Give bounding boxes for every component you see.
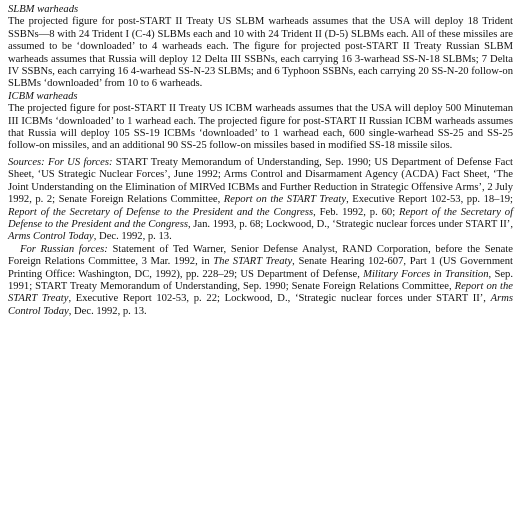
sources-us-text-1: START Treaty Memorandum of Understanding, Sep. 1990; US Department of Defense Fact Sheet, ‘US Strategic Nuclear Forces’, June 1992; Arms Control and Disarmament Agency (ACDA) Fact Sheet, ‘The Joint Understanding on the Elimination of MIRVed ICBMs and Further Reduction in Strategic Offensive Arms’, 2 July 1992, p. 2; Senate Foreign Relations Committee, [8,156,513,206]
sources-us-title-2: Report of the Secretary of Defense to the President and the Congress [8,206,314,218]
slbm-heading: SLBM warheads [8,4,79,15]
sources-ru-paragraph [8,244,513,318]
sources-us-title-4: Arms Control Today [8,231,94,243]
sources-ru-label: For Russian forces: [20,243,108,255]
icbm-heading: ICBM warheads [8,90,78,102]
sources-ru-title-3: Report on the START Treaty [8,280,513,305]
sources-ru-text-2: , Senate Hearing 102-607, Part 1 (US Government Printing Office: Washington, DC, 1992), pp. 228–29; US Department of Defense, [8,256,513,280]
sources-ru-title-2: Military Forces in Transition [363,268,489,280]
sources-us-title-1: Report on the START Treaty [223,194,347,206]
sources-us-text-2: , Executive Report 102-53, pp. 18–19; [346,194,513,206]
sources-ru-text-4: , Executive Report 102-53, p. 22; Lockwood, D., ‘Strategic nuclear forces under START II’, [68,293,491,305]
sources-ru-title-1: The START Treaty [213,256,293,268]
icbm-paragraph: The projected figure for post-START II Treaty US ICBM warheads assumes that the USA will deploy 500 Minuteman III ICBMs ‘downloaded’ to 1 warhead each. The projected figure for post-START II Russian ICBM warheads assumes that Russia will deploy 105 SS-19 ICBMs ‘downloaded’ to 1 warhead each, 600 single-warhead SS-25 and SS-25 follow-on missiles, and an additional 90 SS-25 follow-on missiles based in modified SS-18 missile silos. [8,103,513,152]
sources-us-text-5: , Dec. 1992, p. 13. [93,231,172,243]
sources-ru-title-4: Arms Control Today [8,293,514,317]
sources-us-paragraph [8,157,513,244]
sources-us-text-4: , Jan. 1993, p. 68; Lockwood, D., ‘Strategic nuclear forces under START II’, [187,218,513,230]
sources-us-text-3: , Feb. 1992, p. 60; [313,206,400,218]
sources-ru-text-5: , Dec. 1992, p. 13. [68,305,147,317]
sources-us-title-3: Report of the Secretary of Defense to the President and the Congress [8,206,514,230]
slbm-paragraph: The projected figure for post-START II Treaty US SLBM warheads assumes that the USA will deploy 18 Trident SSBNs—8 with 24 Trident I (C-4) SLBMs each and 10 with 24 Trident II (D-5) SLBMs each. All of these missiles are assumed to be ‘downloaded’ to 4 warheads each. The figure for projected post-START II Treaty Russian SLBM warheads assumes that Russia will deploy 12 Delta III SSBNs, each carrying 16 3-warhead SS-N-18 SLBMs; 7 Delta IV SSBNs, each carrying 16 4-warhead SS-N-23 SLBMs; and 6 Typhoon SSBNs, each carrying 20 SS-N-20 follow-on SLBMs ‘downloaded’ from 10 to 6 warheads. [8,16,513,90]
sources-ru-text-1: Statement of Ted Warner, Senior Defense Analyst, RAND Corporation, before the Senate Foreign Relations Committee, 3 Mar. 1992, in [8,243,513,268]
sources-ru-text-3: , Sep. 1991; START Treaty Memorandum of Understanding, Sep. 1990; Senate Foreign Relations Committee, [8,268,513,292]
sources-us-label: Sources: For US forces: [8,156,113,168]
